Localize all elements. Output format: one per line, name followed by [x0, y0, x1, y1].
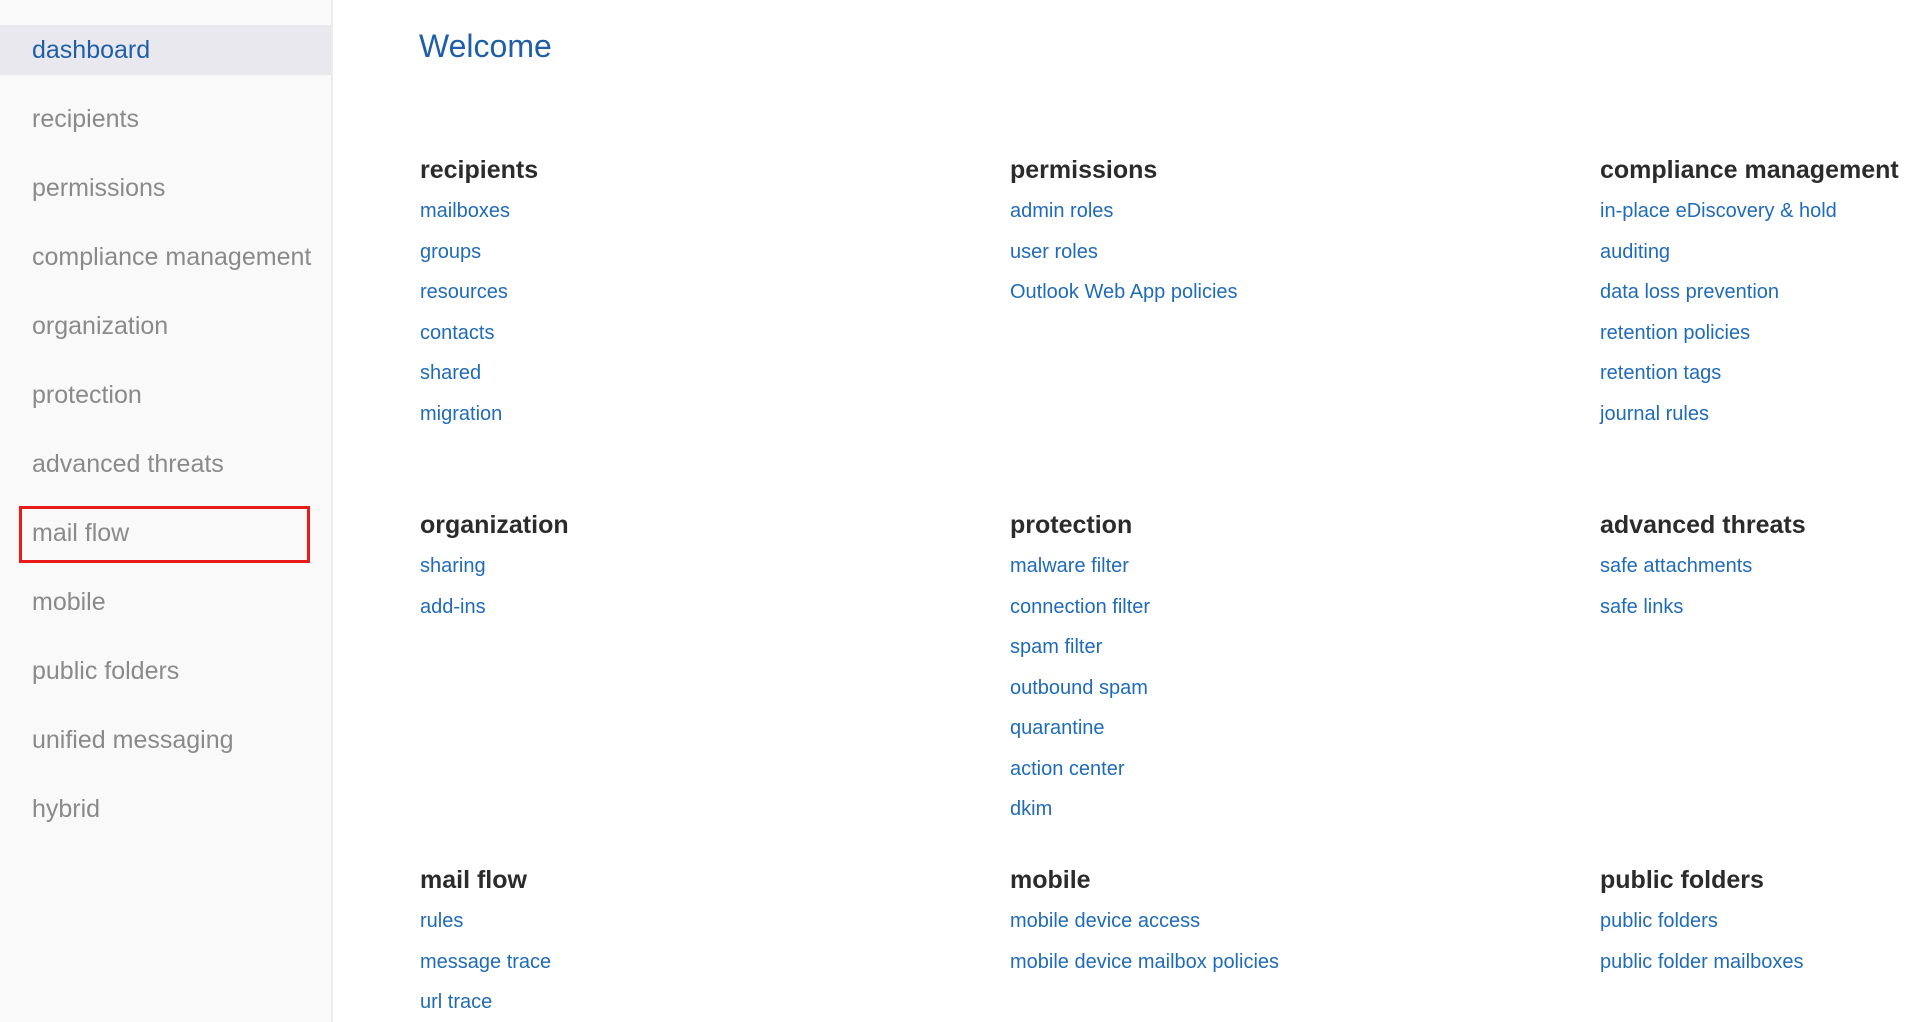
link-admin-roles[interactable]: admin roles — [1010, 200, 1114, 222]
link-journal-rules[interactable]: journal rules — [1600, 402, 1709, 425]
section-public-folders — [1600, 865, 1910, 982]
section-heading: public folders — [1600, 866, 1764, 894]
sidebar-item-recipients[interactable] — [0, 94, 331, 163]
link-url-trace[interactable]: url trace — [420, 991, 493, 1013]
dashboard-main — [333, 0, 1920, 1022]
link-public-folders[interactable]: public folders — [1600, 910, 1718, 932]
section-advanced-threats — [1600, 510, 1910, 627]
sidebar-item-mobile[interactable] — [0, 577, 331, 646]
sidebar-item-label: organization — [32, 312, 169, 340]
sidebar-item-hybrid[interactable] — [0, 784, 331, 853]
link-malware-filter[interactable]: malware filter — [1010, 555, 1129, 577]
link-sharing[interactable]: sharing — [420, 555, 486, 577]
link-retention-tags[interactable]: retention tags — [1600, 362, 1722, 384]
section-heading: recipients — [420, 156, 539, 184]
link-user-roles[interactable]: user roles — [1010, 240, 1098, 263]
link-retention-policies[interactable]: retention policies — [1600, 321, 1751, 344]
sidebar-item-label: hybrid — [32, 795, 101, 823]
sidebar-item-unified-messaging[interactable] — [0, 715, 331, 784]
link-outbound-spam[interactable]: outbound spam — [1010, 676, 1148, 699]
link-resources[interactable]: resources — [420, 281, 508, 303]
sidebar-item-organization[interactable] — [0, 301, 331, 370]
link-rules[interactable]: rules — [420, 910, 464, 932]
link-mobile-device-access[interactable]: mobile device access — [1010, 910, 1201, 932]
sidebar-item-label: advanced threats — [32, 450, 224, 478]
section-heading: compliance management — [1600, 156, 1899, 184]
section-organization — [420, 510, 980, 627]
sidebar-item-public-folders[interactable] — [0, 646, 331, 715]
link-dkim[interactable]: dkim — [1010, 798, 1053, 820]
link-public-folder-mailboxes[interactable]: public folder mailboxes — [1600, 950, 1804, 973]
link-action-center[interactable]: action center — [1010, 757, 1125, 780]
sidebar-item-permissions[interactable] — [0, 163, 331, 232]
section-heading: mail flow — [420, 866, 527, 894]
sidebar-item-label: mail flow — [32, 519, 130, 547]
link-contacts[interactable]: contacts — [420, 321, 495, 344]
link-auditing[interactable]: auditing — [1600, 240, 1671, 263]
link-quarantine[interactable]: quarantine — [1010, 717, 1105, 739]
link-groups[interactable]: groups — [420, 240, 482, 263]
sidebar-item-label: protection — [32, 381, 142, 409]
sidebar-item-label: unified messaging — [32, 726, 234, 754]
link-mobile-device-mailbox-policies[interactable]: mobile device mailbox policies — [1010, 950, 1280, 973]
section-recipients — [420, 155, 980, 434]
sidebar-item-compliance-management[interactable] — [0, 232, 331, 301]
link-spam-filter[interactable]: spam filter — [1010, 636, 1103, 658]
sidebar-item-advanced-threats[interactable] — [0, 439, 331, 508]
sidebar-item-label: mobile — [32, 588, 106, 616]
sidebar-item-label: recipients — [32, 105, 139, 133]
link-add-ins[interactable]: add-ins — [420, 595, 486, 618]
section-protection — [1010, 510, 1570, 830]
sidebar-item-label: public folders — [32, 657, 180, 685]
section-heading: protection — [1010, 511, 1133, 539]
link-in-place-ediscovery[interactable]: in-place eDiscovery & hold — [1600, 200, 1837, 222]
sidebar-item-protection[interactable] — [0, 370, 331, 439]
sidebar-item-label: dashboard — [32, 36, 151, 64]
section-heading: advanced threats — [1600, 511, 1806, 539]
section-permissions — [1010, 155, 1570, 313]
link-message-trace[interactable]: message trace — [420, 950, 552, 973]
section-heading: mobile — [1010, 866, 1091, 894]
section-heading: permissions — [1010, 156, 1158, 184]
section-mail-flow — [420, 865, 980, 1022]
section-heading: organization — [420, 511, 569, 539]
section-mobile — [1010, 865, 1570, 982]
link-safe-links[interactable]: safe links — [1600, 595, 1684, 618]
link-migration[interactable]: migration — [420, 402, 503, 425]
sidebar-item-label: permissions — [32, 174, 166, 202]
link-owa-policies[interactable]: Outlook Web App policies — [1010, 281, 1238, 303]
link-shared[interactable]: shared — [420, 362, 482, 384]
link-data-loss-prevention[interactable]: data loss prevention — [1600, 281, 1780, 303]
link-connection-filter[interactable]: connection filter — [1010, 595, 1151, 618]
sidebar-item-label: compliance management — [32, 243, 312, 271]
page-title: Welcome — [419, 28, 552, 64]
sidebar-nav — [0, 0, 333, 1022]
link-mailboxes[interactable]: mailboxes — [420, 200, 511, 222]
section-compliance-management — [1600, 155, 1910, 434]
link-safe-attachments[interactable]: safe attachments — [1600, 555, 1753, 577]
sidebar-item-dashboard[interactable] — [0, 25, 331, 75]
sidebar-item-mail-flow[interactable] — [0, 508, 331, 577]
